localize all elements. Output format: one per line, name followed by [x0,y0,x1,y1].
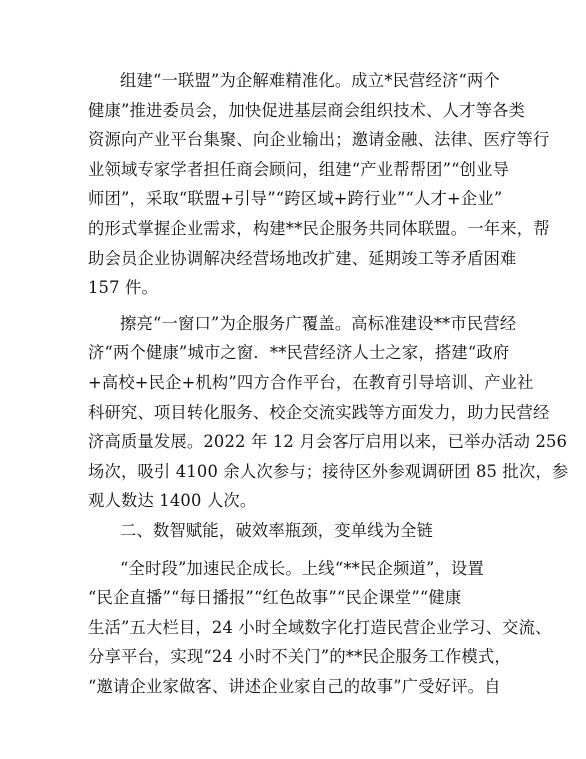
paragraph-window [88,309,569,516]
text-line: +高校+民企+机构”四方合作平台，在教育引导培训、产业社 [88,372,534,392]
text-line: 业领域专家学者担任商会顾问，组建“产业帮帮团”“创业导 [88,159,510,179]
text-line: 分享平台，实现“24 小时不关门”的**民企服务工作模式， [88,647,511,667]
text-line: 科研究、项目转化服务、校企交流实践等方面发力，助力民营经 [88,402,550,422]
text-line: 157 件。 [88,278,159,298]
text-line: 生活”五大栏目，24 小时全域数字化打造民营企业学习、交流、 [88,617,552,637]
document-page [88,66,569,701]
paragraph-full-time [88,554,552,702]
text-line: 擦亮“一窗口”为企服务广覆盖。高标准建设**市民营经 [120,313,517,333]
text-line: “邀请企业家做客、讲述企业家自己的故事”广受好评。自 [88,676,501,696]
text-line: 助会员企业协调解决经营场地改扩建、延期竣工等矛盾困难 [88,248,517,268]
text-line: 济高质量发展。2022 年 12 月会客厅启用以来，已举办活动 256 [88,432,568,452]
text-line: “民企直播”“每日播报”“红色故事”“民企课堂”“健康 [88,588,462,608]
text-line: 观人数达 1400 人次。 [88,491,257,511]
text-line: 师团”，采取“联盟+引导”“跨区域+跨行业”“人才+企业” [88,189,503,209]
text-line: 济“两个健康”城市之窗．**民营经济人士之家，搭建“政府 [88,343,510,363]
text-line: “全时段”加速民企成长。上线“**民企频道”，设置 [120,558,484,578]
paragraph-alliance [88,66,550,303]
text-line: 组建“一联盟”为企解难精准化。成立*民营经济“两个 [120,71,501,90]
section-heading: 二、数智赋能，破效率瓶颈，变单线为全链 [120,520,434,540]
text-line: 场次，吸引 4100 余人次参与；接待区外参观调研团 85 批次，参 [88,461,569,481]
text-line: 资源向产业平台集聚、向企业输出；邀请金融、法律、医疗等行 [88,130,550,150]
text-line: 健康”推进委员会，加快促进基层商会组织技术、人才等各类 [88,100,526,120]
text-line: 的形式掌握企业需求，构建**民企服务共同体联盟。一年来，帮 [88,218,550,238]
